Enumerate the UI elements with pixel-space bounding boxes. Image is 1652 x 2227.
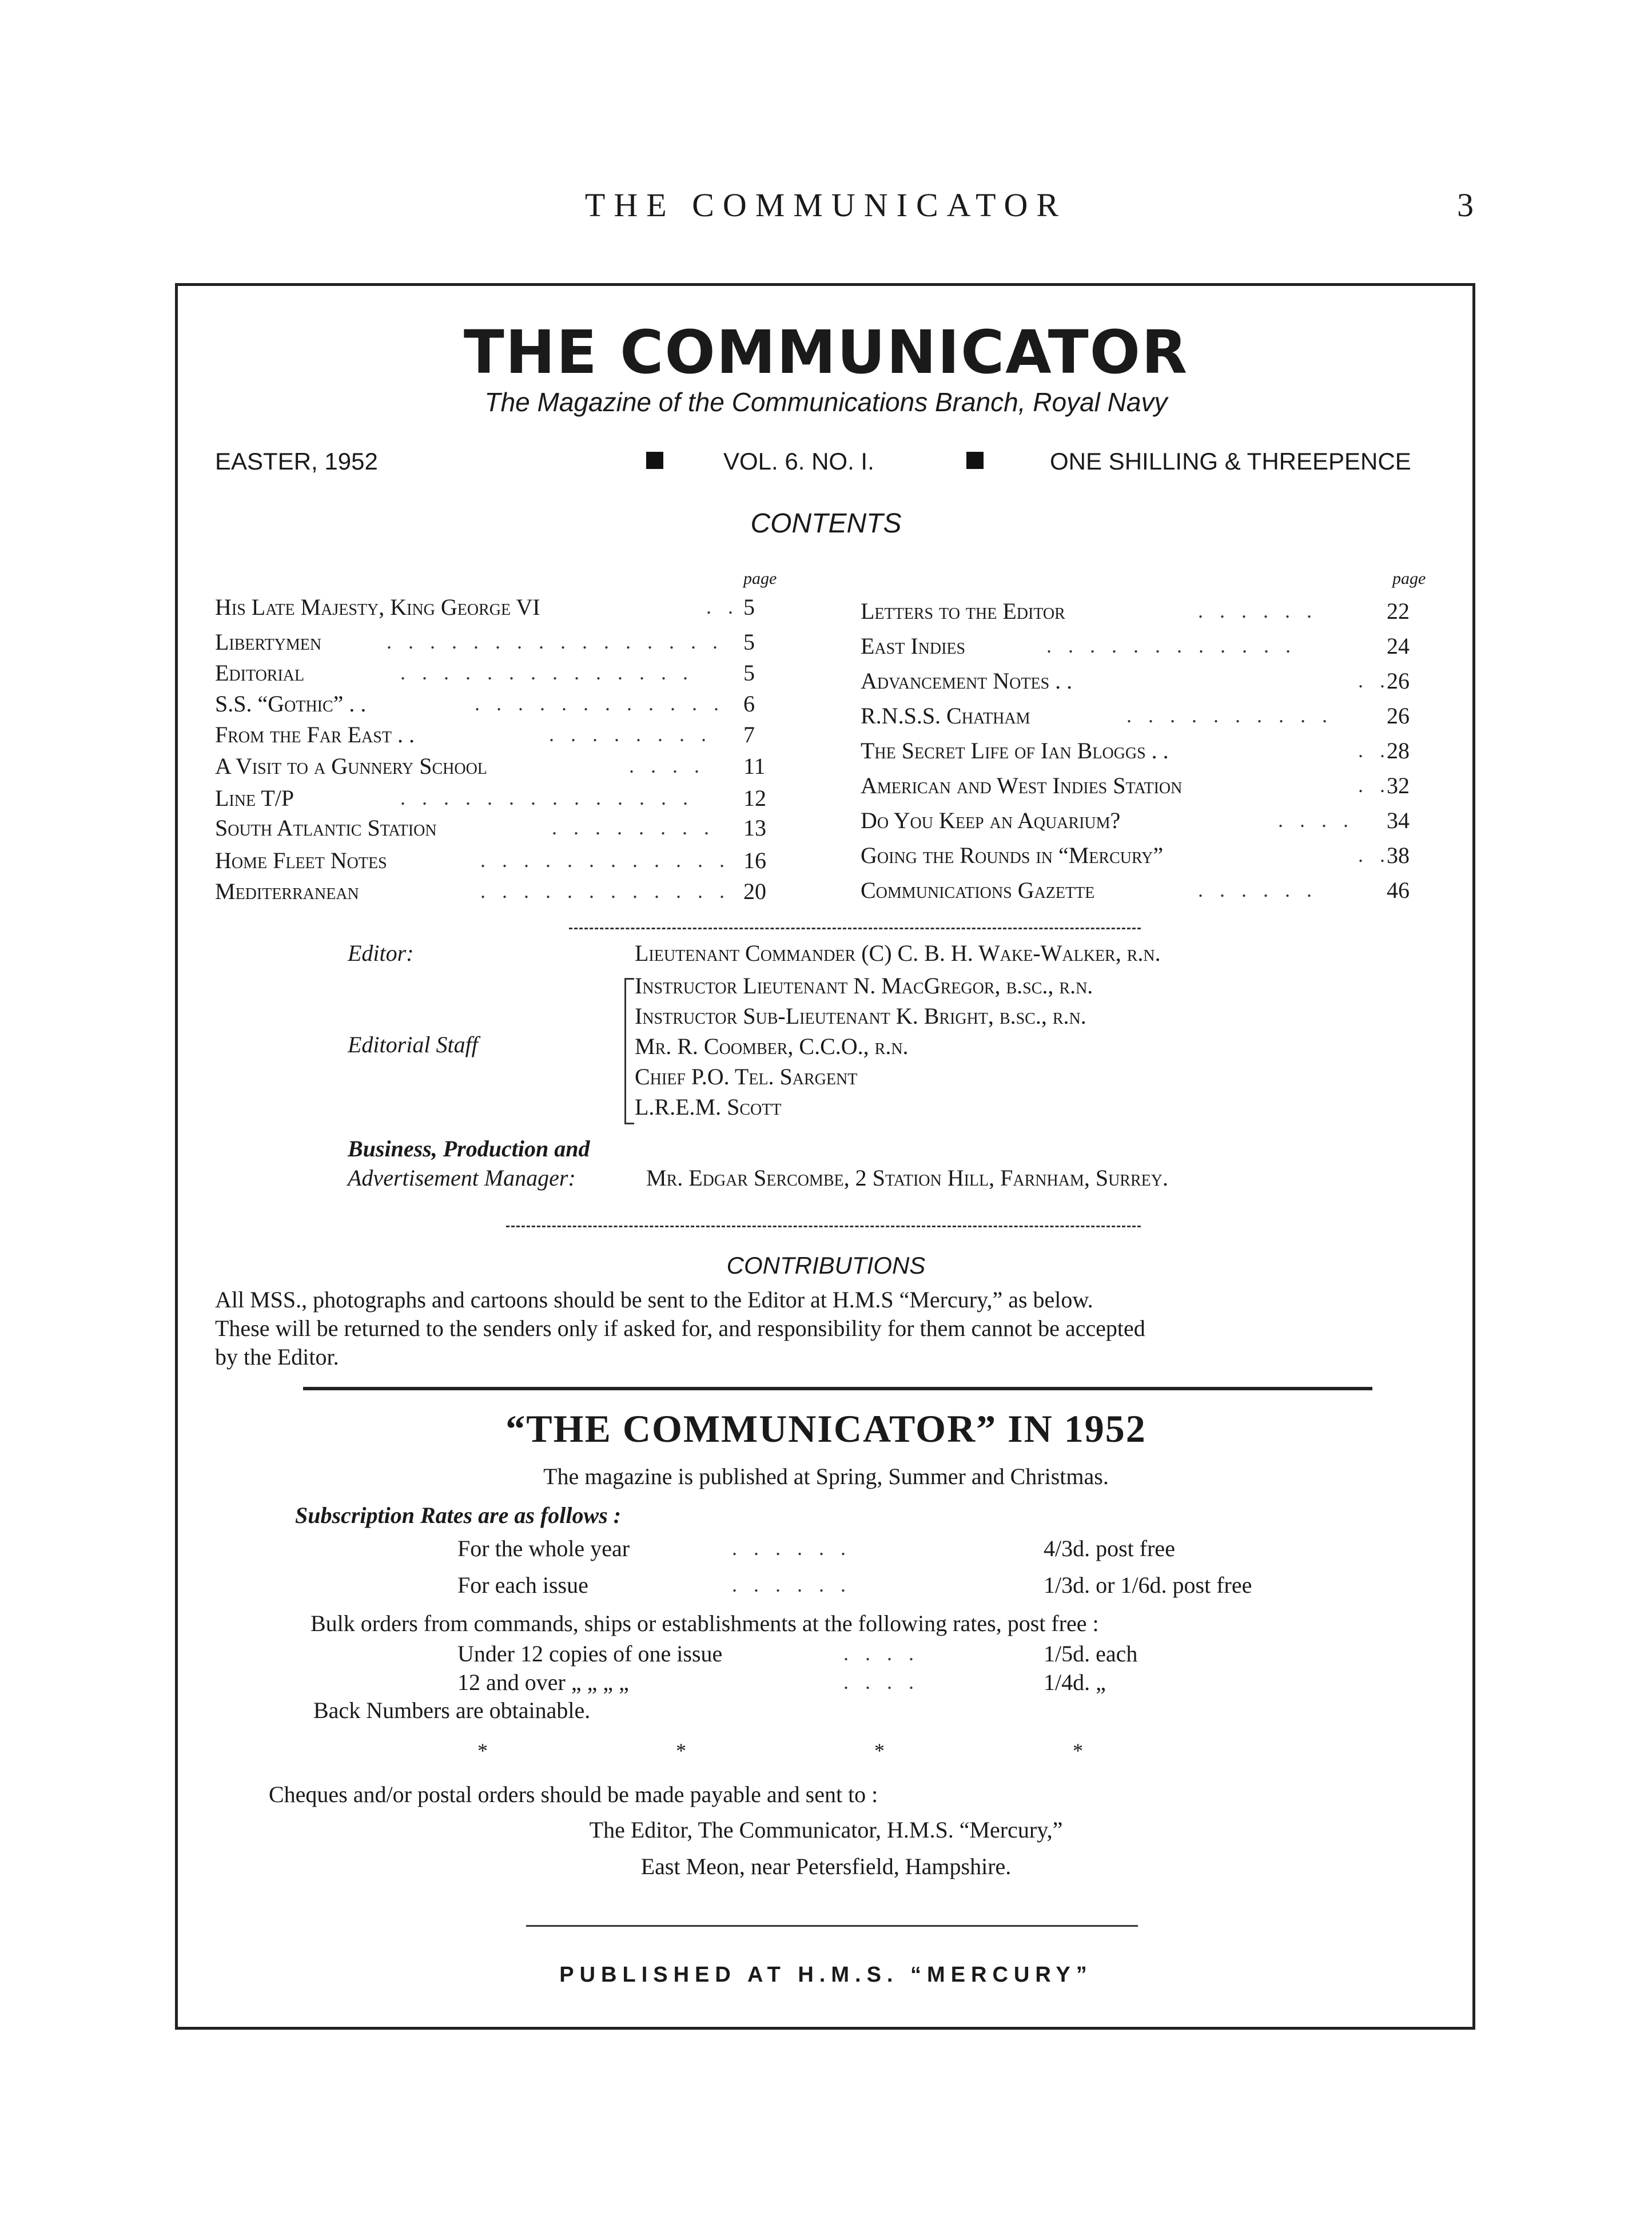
issue-date: EASTER, 1952 <box>215 448 378 475</box>
bulk-rate-label: 12 and over „ „ „ „ <box>457 1669 629 1695</box>
contributions-text <box>215 1286 1435 1371</box>
contributions-line: These will be returned to the senders only if asked for, and responsibility for them cannot be accepted <box>215 1315 1145 1341</box>
leader-dots: . . <box>1358 774 1391 797</box>
leader-dots: . . . . . . <box>1198 599 1317 622</box>
toc-entry-page: 7 <box>743 722 755 747</box>
address-line-1: The Editor, The Communicator, H.M.S. “Mercury,” <box>589 1817 1063 1843</box>
page-number: 3 <box>1457 186 1474 224</box>
staff-member: L.R.E.M. Scott <box>635 1094 782 1120</box>
leader-dots: . . . . . . . . . . . . <box>1046 634 1296 657</box>
divider <box>526 1925 1138 1927</box>
toc-entry-page: 12 <box>743 785 766 811</box>
rate-label: For the whole year <box>457 1536 630 1561</box>
bulk-rate-price: 1/4d. „ <box>1044 1669 1106 1695</box>
bulk-rate-label: Under 12 copies of one issue <box>457 1641 723 1667</box>
leader-dots: . . . . . . . . . . . . <box>480 849 730 872</box>
leader-dots: . . . . . . . . . . . . . . <box>400 661 694 684</box>
rates-label: Subscription Rates are as follows : <box>295 1502 622 1528</box>
toc-entry-title: S.S. “Gothic” . . <box>215 691 367 717</box>
leader-dots: . . . . . . . . . . <box>1126 704 1333 727</box>
back-numbers-note: Back Numbers are obtainable. <box>313 1697 591 1723</box>
toc-entry-title: Advancement Notes . . <box>861 668 1073 694</box>
toc-entry-page: 16 <box>743 848 766 873</box>
leader-dots: . . <box>1358 844 1391 866</box>
leader-dots: . . . . <box>843 1671 919 1693</box>
toc-entry-title: Communications Gazette <box>861 877 1095 903</box>
divider <box>303 1387 1372 1390</box>
leader-dots: . . . . . . <box>732 1573 851 1596</box>
business-manager: Mr. Edgar Sercombe, 2 Station Hill, Farnham, Surrey. <box>646 1165 1168 1191</box>
divider <box>569 928 1141 929</box>
editor-label: Editor: <box>348 940 414 966</box>
toc-entry-title: American and West Indies Station <box>861 773 1183 798</box>
contents-heading: CONTENTS <box>750 508 902 539</box>
toc-entry-page: 26 <box>1387 668 1410 694</box>
bulk-rate-price: 1/5d. each <box>1044 1641 1138 1667</box>
leader-dots: . . . . <box>843 1642 919 1665</box>
toc-entry-page: 24 <box>1387 633 1410 659</box>
toc-entry-title: Line T/P <box>215 785 294 811</box>
leader-dots: . . . . <box>629 754 705 777</box>
subscription-heading: “THE COMMUNICATOR” IN 1952 <box>505 1407 1147 1450</box>
masthead-subtitle: The Magazine of the Communications Branch, Royal Navy <box>484 387 1168 417</box>
staff-member: Instructor Sub-Lieutenant K. Bright, b.sc., r.n. <box>635 1003 1086 1029</box>
running-head: THE COMMUNICATOR <box>584 186 1068 224</box>
leader-dots: . . . . . . . . <box>549 723 712 746</box>
leader-dots: . . . . . . . . . . . . . . . . <box>387 630 723 653</box>
toc-entry-title: A Visit to a Gunnery School <box>215 753 487 779</box>
toc-entry-title: R.N.S.S. Chatham <box>861 703 1030 729</box>
toc-entry-title: Home Fleet Notes <box>215 848 387 873</box>
toc-entry-title: Editorial <box>215 660 305 686</box>
toc-entry-title: Going the Rounds in “Mercury” <box>861 842 1164 868</box>
toc-entry-title: Libertymen <box>215 629 322 655</box>
toc-entry-page: 13 <box>743 815 766 841</box>
toc-entry-page: 5 <box>743 594 755 620</box>
toc-entry-page: 32 <box>1387 773 1410 798</box>
leader-dots: . . . . . . . . . . . . <box>480 880 730 902</box>
toc-entry-page: 26 <box>1387 703 1410 729</box>
business-label: Business, Production and <box>348 1136 590 1162</box>
toc-entry-title: East Indies <box>861 633 966 659</box>
issue-price: ONE SHILLING & THREEPENCE <box>1050 448 1411 475</box>
page-column-label: page <box>743 569 777 588</box>
toc-entry-page: 11 <box>743 753 766 779</box>
toc-entry-page: 5 <box>743 660 755 686</box>
toc-entry-page: 5 <box>743 629 755 655</box>
contributions-heading: CONTRIBUTIONS <box>726 1252 926 1279</box>
contributions-line: All MSS., photographs and cartoons should be sent to the Editor at H.M.S “Mercury,” as below. <box>215 1287 1093 1313</box>
staff-member: Instructor Lieutenant N. MacGregor, b.sc., r.n. <box>635 973 1093 999</box>
published-at: PUBLISHED AT H.M.S. “MERCURY” <box>559 1963 1093 1987</box>
toc-entry-title: From the Far East . . <box>215 722 415 747</box>
toc-entry-title: Do You Keep an Aquarium? <box>861 808 1121 833</box>
toc-entry-title: Mediterranean <box>215 878 359 904</box>
staff-brace <box>624 978 634 1124</box>
rate-label: For each issue <box>457 1572 588 1598</box>
masthead-title: THE COMMUNICATOR <box>463 317 1189 387</box>
staff-member: Mr. R. Coomber, C.C.O., r.n. <box>635 1033 909 1059</box>
toc-entry-page: 34 <box>1387 808 1410 833</box>
leader-dots: . . <box>706 595 739 618</box>
leader-dots: . . . . . . <box>1198 878 1317 901</box>
leader-dots: . . <box>1358 669 1391 692</box>
leader-dots: . . . . . . . . . . . . . . <box>400 786 694 809</box>
advertisement-label: Advertisement Manager: <box>348 1165 576 1191</box>
issue-volume: VOL. 6. NO. I. <box>723 448 874 475</box>
address-line-2: East Meon, near Petersfield, Hampshire. <box>640 1854 1012 1879</box>
leader-dots: . . . . <box>1278 809 1354 832</box>
bulk-orders-intro: Bulk orders from commands, ships or establishments at the following rates, post free : <box>311 1610 1099 1636</box>
cheques-note: Cheques and/or postal orders should be made payable and sent to : <box>269 1781 878 1807</box>
toc-entry-title: The Secret Life of Ian Bloggs . . <box>861 738 1169 763</box>
toc-entry-page: 20 <box>743 878 766 904</box>
toc-entry-page: 38 <box>1387 842 1410 868</box>
toc-entry-title: His Late Majesty, King George VI <box>215 594 540 620</box>
divider <box>506 1226 1141 1227</box>
editor-name: Lieutenant Commander (C) C. B. H. Wake-Walker, r.n. <box>635 940 1161 966</box>
toc-entry-title: Letters to the Editor <box>861 598 1065 624</box>
toc-entry-title: South Atlantic Station <box>215 815 437 841</box>
leader-dots: . . . . . . . . <box>552 816 715 839</box>
contributions-line: by the Editor. <box>215 1344 339 1370</box>
publication-schedule: The magazine is published at Spring, Summer and Christmas. <box>543 1464 1109 1489</box>
bullet-square <box>646 452 663 469</box>
toc-entry-page: 22 <box>1387 598 1410 624</box>
asterisk-separator: * * * * <box>477 1739 1175 1762</box>
rate-price: 1/3d. or 1/6d. post free <box>1044 1572 1252 1598</box>
leader-dots: . . . . . . . . . . . . <box>475 692 725 715</box>
toc-entry-page: 28 <box>1387 738 1410 763</box>
staff-member: Chief P.O. Tel. Sargent <box>635 1064 858 1089</box>
bullet-square <box>966 452 984 469</box>
leader-dots: . . <box>1358 739 1391 762</box>
page-column-label: page <box>1392 569 1426 588</box>
editorial-staff-label: Editorial Staff <box>348 1032 478 1057</box>
rate-price: 4/3d. post free <box>1044 1536 1175 1561</box>
toc-entry-page: 46 <box>1387 877 1410 903</box>
leader-dots: . . . . . . <box>732 1537 851 1560</box>
toc-entry-page: 6 <box>743 691 755 717</box>
